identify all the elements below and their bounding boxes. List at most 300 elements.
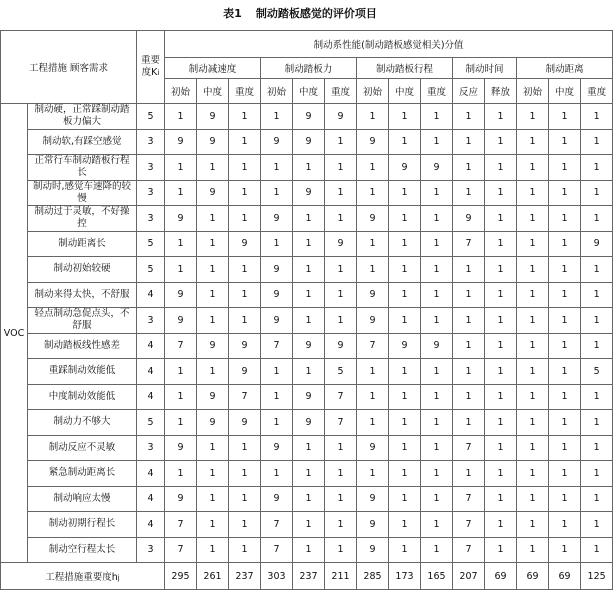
voc-label: VOC: [1, 104, 28, 563]
score-cell: 1: [389, 384, 421, 410]
requirement-cell: 制动初期行程长: [28, 512, 137, 538]
score-cell: 1: [581, 537, 613, 563]
score-cell: 1: [261, 231, 293, 257]
score-cell: 1: [581, 180, 613, 206]
score-cell: 9: [197, 333, 229, 359]
score-cell: 1: [389, 512, 421, 538]
total-cell: 211: [325, 563, 357, 590]
total-cell: 165: [421, 563, 453, 590]
total-cell: 295: [165, 563, 197, 590]
score-cell: 9: [357, 308, 389, 334]
score-cell: 1: [389, 282, 421, 308]
score-cell: 9: [165, 486, 197, 512]
score-cell: 9: [453, 206, 485, 232]
score-cell: 1: [325, 282, 357, 308]
score-cell: 1: [485, 512, 517, 538]
score-cell: 9: [261, 486, 293, 512]
score-cell: 9: [421, 155, 453, 181]
score-cell: 9: [357, 537, 389, 563]
score-cell: 1: [165, 461, 197, 487]
score-cell: 1: [517, 410, 549, 436]
score-cell: 1: [581, 104, 613, 130]
score-cell: 9: [197, 180, 229, 206]
score-cell: 1: [549, 461, 581, 487]
score-cell: 1: [229, 206, 261, 232]
score-cell: 1: [421, 308, 453, 334]
score-cell: 1: [517, 180, 549, 206]
score-cell: 1: [581, 486, 613, 512]
total-cell: 69: [485, 563, 517, 590]
score-cell: 1: [421, 537, 453, 563]
table-title: [0, 4, 600, 24]
column-header: 中度: [389, 79, 421, 104]
weight-cell: 3: [137, 308, 165, 334]
score-cell: 1: [549, 537, 581, 563]
score-cell: 1: [261, 155, 293, 181]
requirement-cell: 制动空行程太长: [28, 537, 137, 563]
total-cell: 237: [293, 563, 325, 590]
table-row: [1, 104, 613, 130]
score-cell: 1: [229, 537, 261, 563]
score-cell: 5: [581, 359, 613, 385]
score-cell: 1: [389, 359, 421, 385]
score-cell: 1: [357, 384, 389, 410]
score-cell: 1: [453, 359, 485, 385]
score-cell: 1: [165, 410, 197, 436]
total-row: [1, 563, 613, 590]
score-cell: 1: [453, 257, 485, 283]
weight-cell: 3: [137, 206, 165, 232]
score-cell: 1: [325, 308, 357, 334]
score-cell: 9: [197, 104, 229, 130]
score-cell: 1: [389, 410, 421, 436]
weight-cell: 4: [137, 282, 165, 308]
requirement-cell: 正常行车制动踏板行程长: [28, 155, 137, 181]
column-header: 初始: [357, 79, 389, 104]
score-cell: 1: [517, 461, 549, 487]
score-cell: 1: [517, 435, 549, 461]
score-cell: 1: [549, 410, 581, 436]
table-row: [1, 486, 613, 512]
table-row: [1, 155, 613, 181]
score-cell: 1: [549, 359, 581, 385]
score-cell: 1: [581, 129, 613, 155]
score-cell: 1: [485, 359, 517, 385]
score-cell: 1: [517, 512, 549, 538]
score-cell: 9: [229, 359, 261, 385]
score-cell: 9: [293, 333, 325, 359]
score-cell: 1: [325, 512, 357, 538]
table-row: [1, 231, 613, 257]
score-cell: 9: [357, 435, 389, 461]
score-cell: 1: [357, 410, 389, 436]
score-cell: 1: [485, 384, 517, 410]
group-header: 制动系性能(制动踏板感觉相关)分值: [165, 31, 613, 58]
score-cell: 1: [293, 537, 325, 563]
weight-cell: 4: [137, 333, 165, 359]
score-cell: 1: [325, 537, 357, 563]
score-cell: 1: [197, 537, 229, 563]
weight-cell: 3: [137, 129, 165, 155]
weight-cell: 4: [137, 461, 165, 487]
score-cell: 1: [517, 155, 549, 181]
requirement-cell: 制动力不够大: [28, 410, 137, 436]
score-cell: 1: [197, 486, 229, 512]
score-cell: 1: [229, 155, 261, 181]
score-cell: 1: [517, 282, 549, 308]
score-cell: 9: [165, 435, 197, 461]
score-cell: 1: [453, 308, 485, 334]
score-cell: 1: [357, 359, 389, 385]
score-cell: 9: [357, 282, 389, 308]
score-cell: 1: [389, 180, 421, 206]
weight-header: 重要 度Ki: [137, 31, 165, 104]
subgroup-header: 制动时间: [453, 58, 517, 79]
requirement-cell: 轻点制动急促点头，不舒服: [28, 308, 137, 334]
score-cell: 1: [197, 155, 229, 181]
score-cell: 9: [197, 410, 229, 436]
score-cell: 1: [261, 410, 293, 436]
column-header: 中度: [197, 79, 229, 104]
score-cell: 1: [421, 129, 453, 155]
score-cell: 1: [453, 461, 485, 487]
score-cell: 1: [517, 359, 549, 385]
total-cell: 125: [581, 563, 613, 590]
requirement-cell: 重踩制动效能低: [28, 359, 137, 385]
evaluation-table: [0, 30, 613, 590]
score-cell: 1: [421, 512, 453, 538]
score-cell: 9: [261, 129, 293, 155]
score-cell: 9: [229, 333, 261, 359]
subgroup-header: 制动距离: [517, 58, 613, 79]
score-cell: 1: [517, 257, 549, 283]
score-cell: 1: [485, 231, 517, 257]
score-cell: 1: [581, 333, 613, 359]
score-cell: 1: [293, 486, 325, 512]
requirement-cell: 制动过于灵敏，不好操控: [28, 206, 137, 232]
score-cell: 1: [165, 257, 197, 283]
score-cell: 1: [581, 435, 613, 461]
table-row: [1, 359, 613, 385]
score-cell: 1: [485, 461, 517, 487]
total-label: 工程措施重要度hj: [1, 563, 165, 590]
score-cell: 1: [453, 410, 485, 436]
score-cell: 9: [325, 104, 357, 130]
score-cell: 9: [293, 410, 325, 436]
column-header: 初始: [165, 79, 197, 104]
score-cell: 1: [485, 206, 517, 232]
score-cell: 1: [581, 155, 613, 181]
score-cell: 1: [549, 231, 581, 257]
requirement-cell: 制动初始较硬: [28, 257, 137, 283]
score-cell: 1: [517, 129, 549, 155]
score-cell: 1: [517, 231, 549, 257]
score-cell: 1: [229, 104, 261, 130]
score-cell: 1: [165, 231, 197, 257]
score-cell: 1: [389, 461, 421, 487]
score-cell: 7: [325, 384, 357, 410]
score-cell: 1: [357, 104, 389, 130]
score-cell: 9: [165, 206, 197, 232]
subgroup-header: 制动踏板行程: [357, 58, 453, 79]
score-cell: 1: [421, 435, 453, 461]
weight-cell: 4: [137, 384, 165, 410]
score-cell: 7: [453, 231, 485, 257]
table-row: [1, 282, 613, 308]
score-cell: 9: [357, 512, 389, 538]
score-cell: 9: [325, 333, 357, 359]
score-cell: 1: [485, 333, 517, 359]
requirement-cell: 制动距离长: [28, 231, 137, 257]
weight-cell: 4: [137, 486, 165, 512]
score-cell: 9: [165, 282, 197, 308]
score-cell: 7: [261, 512, 293, 538]
score-cell: 1: [581, 461, 613, 487]
score-cell: 1: [549, 333, 581, 359]
column-header: 初始: [517, 79, 549, 104]
score-cell: 1: [453, 180, 485, 206]
score-cell: 1: [197, 206, 229, 232]
score-cell: 7: [261, 333, 293, 359]
score-cell: 1: [581, 384, 613, 410]
score-cell: 1: [357, 231, 389, 257]
weight-cell: 3: [137, 435, 165, 461]
score-cell: 1: [261, 359, 293, 385]
column-header: 初始: [261, 79, 293, 104]
score-cell: 9: [165, 129, 197, 155]
score-cell: 9: [229, 410, 261, 436]
subgroup-header: 制动踏板力: [261, 58, 357, 79]
total-cell: 173: [389, 563, 421, 590]
table-row: [1, 333, 613, 359]
score-cell: 9: [581, 231, 613, 257]
score-cell: 1: [293, 231, 325, 257]
column-header: 中度: [549, 79, 581, 104]
score-cell: 1: [421, 206, 453, 232]
score-cell: 1: [229, 512, 261, 538]
score-cell: 1: [389, 435, 421, 461]
score-cell: 1: [165, 180, 197, 206]
total-cell: 69: [549, 563, 581, 590]
score-cell: 1: [485, 486, 517, 512]
requirement-cell: 紧急制动距离长: [28, 461, 137, 487]
score-cell: 1: [325, 257, 357, 283]
score-cell: 1: [421, 231, 453, 257]
table-row: [1, 461, 613, 487]
column-header: 重度: [229, 79, 261, 104]
score-cell: 1: [229, 180, 261, 206]
score-cell: 1: [517, 104, 549, 130]
total-cell: 237: [229, 563, 261, 590]
score-cell: 1: [485, 537, 517, 563]
requirement-cell: 制动反应不灵敏: [28, 435, 137, 461]
score-cell: 1: [549, 486, 581, 512]
score-cell: 9: [389, 333, 421, 359]
score-cell: 1: [293, 308, 325, 334]
score-cell: 1: [165, 359, 197, 385]
score-cell: 1: [453, 129, 485, 155]
score-cell: 1: [165, 155, 197, 181]
score-cell: 1: [549, 206, 581, 232]
score-cell: 9: [325, 231, 357, 257]
score-cell: 9: [357, 206, 389, 232]
score-cell: 7: [357, 333, 389, 359]
score-cell: 1: [261, 104, 293, 130]
score-cell: 1: [325, 435, 357, 461]
column-header: 反应: [453, 79, 485, 104]
score-cell: 1: [549, 512, 581, 538]
score-cell: 1: [485, 282, 517, 308]
score-cell: 1: [517, 206, 549, 232]
score-cell: 9: [165, 308, 197, 334]
score-cell: 1: [389, 537, 421, 563]
score-cell: 7: [453, 435, 485, 461]
score-cell: 1: [389, 104, 421, 130]
table-row: [1, 257, 613, 283]
score-cell: 1: [421, 384, 453, 410]
score-cell: 1: [421, 486, 453, 512]
score-cell: 1: [549, 435, 581, 461]
score-cell: 1: [229, 461, 261, 487]
score-cell: 1: [453, 333, 485, 359]
score-cell: 1: [421, 410, 453, 436]
score-cell: 1: [197, 435, 229, 461]
score-cell: 9: [261, 308, 293, 334]
score-cell: 1: [389, 129, 421, 155]
score-cell: 1: [357, 461, 389, 487]
score-cell: 5: [325, 359, 357, 385]
score-cell: 1: [549, 257, 581, 283]
score-cell: 1: [389, 231, 421, 257]
score-cell: 9: [197, 129, 229, 155]
score-cell: 1: [325, 129, 357, 155]
score-cell: 1: [229, 257, 261, 283]
score-cell: 1: [581, 410, 613, 436]
score-cell: 1: [197, 308, 229, 334]
score-cell: 1: [325, 155, 357, 181]
score-cell: 1: [229, 435, 261, 461]
score-cell: 7: [453, 537, 485, 563]
total-cell: 207: [453, 563, 485, 590]
score-cell: 1: [517, 308, 549, 334]
score-cell: 1: [357, 155, 389, 181]
column-header: 重度: [421, 79, 453, 104]
score-cell: 9: [357, 129, 389, 155]
score-cell: 1: [165, 104, 197, 130]
table-row: [1, 410, 613, 436]
score-cell: 1: [485, 308, 517, 334]
score-cell: 1: [517, 537, 549, 563]
score-cell: 1: [261, 384, 293, 410]
table-row: [1, 308, 613, 334]
score-cell: 7: [229, 384, 261, 410]
score-cell: 1: [197, 461, 229, 487]
score-cell: 1: [229, 486, 261, 512]
score-cell: 1: [325, 206, 357, 232]
score-cell: 9: [261, 257, 293, 283]
requirement-cell: 中度制动效能低: [28, 384, 137, 410]
requirement-cell: 制动来得太快，不舒服: [28, 282, 137, 308]
total-cell: 303: [261, 563, 293, 590]
requirement-cell: 制动时,感觉车速降的较慢: [28, 180, 137, 206]
score-cell: 1: [485, 180, 517, 206]
table-row: [1, 180, 613, 206]
score-cell: 1: [293, 461, 325, 487]
score-cell: 1: [421, 282, 453, 308]
score-cell: 1: [197, 359, 229, 385]
score-cell: 1: [485, 257, 517, 283]
weight-cell: 5: [137, 104, 165, 130]
score-cell: 1: [325, 180, 357, 206]
weight-cell: 5: [137, 231, 165, 257]
score-cell: 1: [197, 512, 229, 538]
table-row: [1, 435, 613, 461]
score-cell: 1: [389, 257, 421, 283]
score-cell: 1: [421, 104, 453, 130]
score-cell: 1: [357, 180, 389, 206]
requirement-cell: 制动硬，正常踩制动踏板力偏大: [28, 104, 137, 130]
score-cell: 9: [357, 486, 389, 512]
score-cell: 7: [165, 333, 197, 359]
score-cell: 9: [197, 384, 229, 410]
score-cell: 1: [549, 384, 581, 410]
score-cell: 1: [517, 333, 549, 359]
score-cell: 1: [581, 206, 613, 232]
score-cell: 1: [293, 206, 325, 232]
score-cell: 1: [261, 461, 293, 487]
score-cell: 1: [261, 180, 293, 206]
score-cell: 1: [197, 282, 229, 308]
weight-cell: 5: [137, 257, 165, 283]
score-cell: 1: [229, 282, 261, 308]
score-cell: 1: [293, 435, 325, 461]
score-cell: 1: [581, 512, 613, 538]
score-cell: 1: [325, 461, 357, 487]
weight-cell: 3: [137, 180, 165, 206]
score-cell: 1: [453, 104, 485, 130]
score-cell: 7: [453, 486, 485, 512]
score-cell: 9: [261, 435, 293, 461]
total-cell: 69: [517, 563, 549, 590]
column-header: 释放: [485, 79, 517, 104]
score-cell: 9: [389, 155, 421, 181]
subgroup-header: 制动减速度: [165, 58, 261, 79]
score-cell: 1: [293, 257, 325, 283]
table-row: [1, 512, 613, 538]
score-cell: 1: [549, 180, 581, 206]
score-cell: 1: [357, 257, 389, 283]
requirement-cell: 制动软,有踩空感觉: [28, 129, 137, 155]
column-header: 重度: [325, 79, 357, 104]
table-row: [1, 384, 613, 410]
table-row: [1, 206, 613, 232]
score-cell: 1: [581, 257, 613, 283]
score-cell: 1: [293, 512, 325, 538]
score-cell: 9: [421, 333, 453, 359]
table-number: 表1: [223, 7, 242, 20]
score-cell: 1: [421, 180, 453, 206]
weight-cell: 3: [137, 537, 165, 563]
score-cell: 9: [229, 231, 261, 257]
score-cell: 1: [389, 486, 421, 512]
score-cell: 9: [261, 282, 293, 308]
score-cell: 7: [325, 410, 357, 436]
score-cell: 1: [293, 155, 325, 181]
score-cell: 1: [517, 384, 549, 410]
score-cell: 1: [581, 308, 613, 334]
score-cell: 1: [197, 231, 229, 257]
score-cell: 1: [421, 359, 453, 385]
